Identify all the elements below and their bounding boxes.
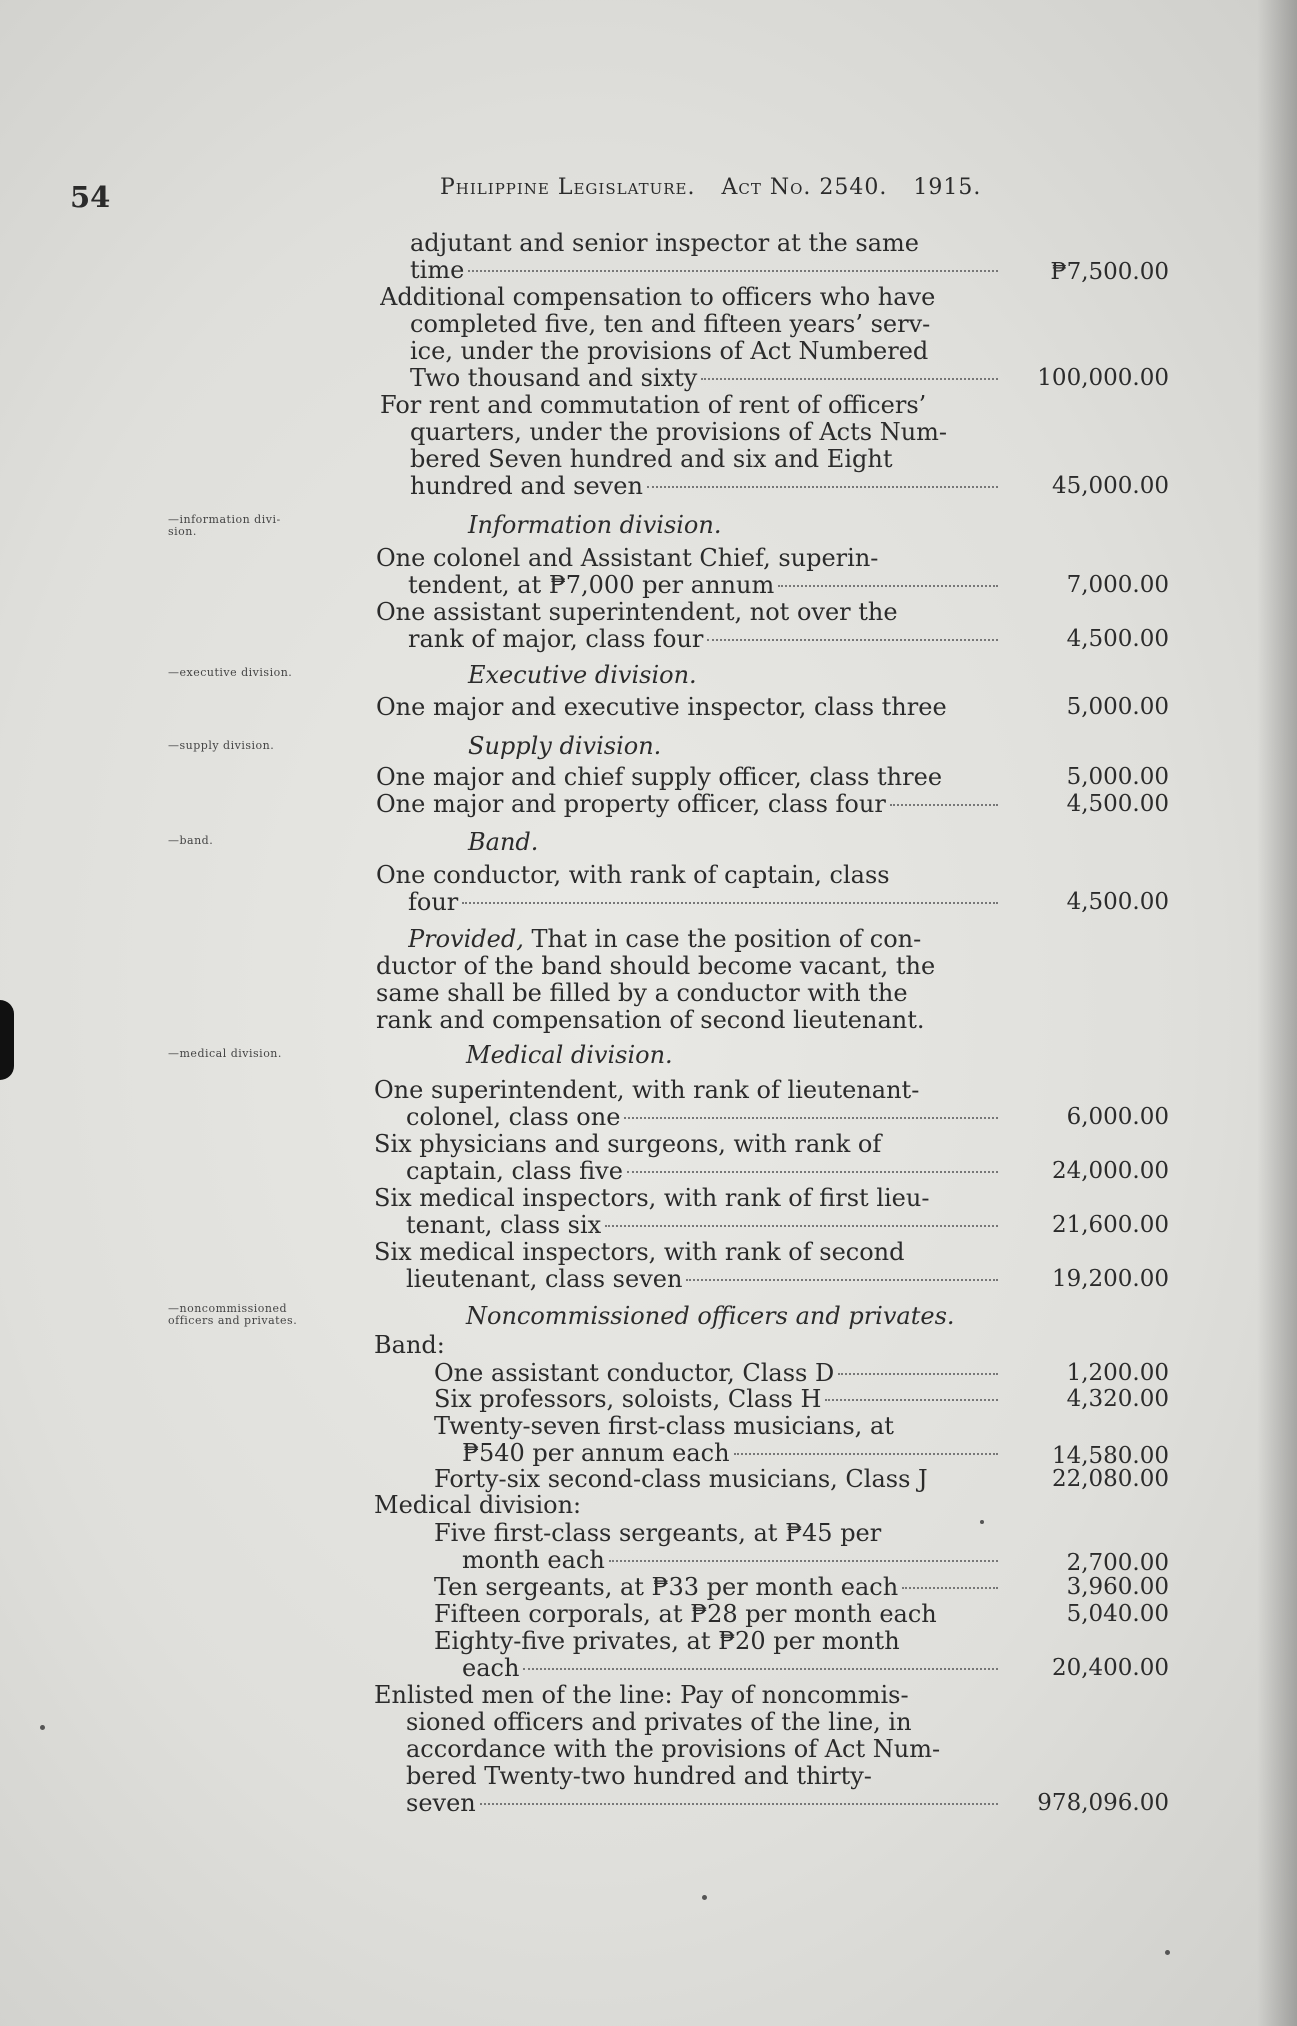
proviso-line: Provided, That in case the position of con- (408, 926, 922, 953)
side-note-medical: —medical division. (168, 1047, 282, 1060)
item-line: Fifteen corporals, at ₱28 per month each (434, 1601, 937, 1628)
heading-medical: Medical division. (466, 1041, 673, 1069)
item-line: each (462, 1655, 998, 1682)
side-note-executive: —executive division. (168, 666, 293, 679)
amount: 19,200.00 (1051, 1266, 1169, 1292)
group-label: Band: (374, 1332, 445, 1359)
amount: 4,500.00 (1066, 626, 1169, 652)
amount: ₱7,500.00 (1050, 259, 1169, 285)
heading-executive: Executive division. (468, 661, 697, 689)
amount: 978,096.00 (1037, 1790, 1169, 1816)
side-note-information: —information divi- sion. (168, 513, 281, 538)
amount: 22,080.00 (1051, 1466, 1169, 1492)
item-line: Six physicians and surgeons, with rank of (374, 1131, 882, 1158)
scan-blot (0, 1000, 14, 1080)
amount: 6,000.00 (1066, 1104, 1169, 1130)
running-head (440, 175, 981, 200)
item-line: One assistant superintendent, not over the (376, 599, 898, 626)
item-line: tendent, at ₱7,000 per annum (408, 572, 998, 599)
running-head-act: Act No. 2540. (721, 175, 888, 200)
scan-speck (702, 1895, 707, 1900)
group-label: Medical division: (374, 1492, 582, 1519)
amount: 7,000.00 (1066, 572, 1169, 598)
amount: 5,000.00 (1066, 694, 1169, 720)
running-head-year: 1915. (913, 175, 982, 200)
amount: 21,600.00 (1051, 1212, 1169, 1238)
scan-speck (40, 1725, 45, 1730)
amount: 5,000.00 (1066, 764, 1169, 790)
item-line: four (408, 889, 998, 916)
item-line: rank of major, class four (408, 626, 998, 653)
item-line: One major and executive inspector, class three (376, 694, 947, 721)
item-line: One conductor, with rank of captain, class (376, 862, 890, 889)
item-line: One major and property officer, class four (376, 791, 998, 818)
amount: 1,200.00 (1066, 1360, 1169, 1386)
page-edge-shadow (1257, 0, 1297, 2026)
item-line: quarters, under the provisions of Acts Num- (410, 419, 948, 446)
heading-band: Band. (468, 828, 539, 856)
item-line: Additional compensation to officers who have (380, 284, 936, 311)
heading-noncommissioned: Noncommissioned officers and privates. (466, 1302, 955, 1330)
item-line: Six medical inspectors, with rank of first lieu- (374, 1185, 930, 1212)
item-line: Six medical inspectors, with rank of second (374, 1239, 905, 1266)
item-line: completed five, ten and fifteen years’ serv- (410, 311, 931, 338)
side-note-band: —band. (168, 834, 214, 847)
item-line: ice, under the provisions of Act Numbered (410, 338, 929, 365)
proviso-line: same shall be filled by a conductor with the (376, 980, 908, 1007)
item-line: hundred and seven (410, 473, 998, 500)
page-number: 54 (70, 180, 111, 214)
item-line: Forty-six second-class musicians, Class J (434, 1466, 928, 1493)
item-line: bered Twenty-two hundred and thirty- (406, 1763, 872, 1790)
item-line: One superintendent, with rank of lieutenant- (374, 1077, 920, 1104)
item-line: time (410, 257, 998, 284)
amount: 3,960.00 (1066, 1574, 1169, 1600)
item-line: For rent and commutation of rent of officers’ (380, 392, 927, 419)
amount: 20,400.00 (1051, 1655, 1169, 1681)
item-line: ₱540 per annum each (462, 1440, 998, 1467)
item-line: Enlisted men of the line: Pay of noncommis- (374, 1682, 909, 1709)
item-line: lieutenant, class seven (406, 1266, 998, 1293)
item-line: sioned officers and privates of the line, in (406, 1709, 912, 1736)
amount: 2,700.00 (1066, 1550, 1169, 1576)
item-line: Ten sergeants, at ₱33 per month each (434, 1574, 998, 1601)
item-line: bered Seven hundred and six and Eight (410, 446, 893, 473)
item-line: Five first-class sergeants, at ₱45 per (434, 1520, 882, 1547)
item-line: adjutant and senior inspector at the same (410, 230, 919, 257)
amount: 4,320.00 (1066, 1386, 1169, 1412)
amount: 24,000.00 (1051, 1158, 1169, 1184)
scan-speck (1165, 1950, 1170, 1955)
heading-information: Information division. (468, 511, 722, 539)
amount: 4,500.00 (1066, 889, 1169, 915)
item-line: One major and chief supply officer, class three (376, 764, 943, 791)
item-line: One colonel and Assistant Chief, superin- (376, 545, 879, 572)
item-line: colonel, class one (406, 1104, 998, 1131)
item-line: One assistant conductor, Class D (434, 1360, 998, 1387)
item-line: Two thousand and sixty (410, 365, 998, 392)
heading-supply: Supply division. (468, 732, 662, 760)
amount: 4,500.00 (1066, 791, 1169, 817)
amount: 14,580.00 (1051, 1443, 1169, 1469)
item-line: Twenty-seven first-class musicians, at (434, 1413, 894, 1440)
proviso-line: rank and compensation of second lieutenant. (376, 1007, 925, 1034)
item-line: Eighty-five privates, at ₱20 per month (434, 1628, 900, 1655)
item-line: captain, class five (406, 1158, 998, 1185)
item-line: month each (462, 1547, 998, 1574)
proviso-line: ductor of the band should become vacant, the (376, 953, 936, 980)
amount: 45,000.00 (1051, 473, 1169, 499)
item-line: seven (406, 1790, 998, 1817)
item-line: Six professors, soloists, Class H (434, 1386, 998, 1413)
item-line: accordance with the provisions of Act Num- (406, 1736, 941, 1763)
amount: 5,040.00 (1066, 1601, 1169, 1627)
amount: 100,000.00 (1037, 365, 1169, 391)
item-line: tenant, class six (406, 1212, 998, 1239)
side-note-supply: —supply division. (168, 739, 275, 752)
side-note-noncommissioned: —noncommissioned officers and privates. (168, 1302, 298, 1327)
running-head-title: Philippine Legislature. (440, 175, 696, 200)
